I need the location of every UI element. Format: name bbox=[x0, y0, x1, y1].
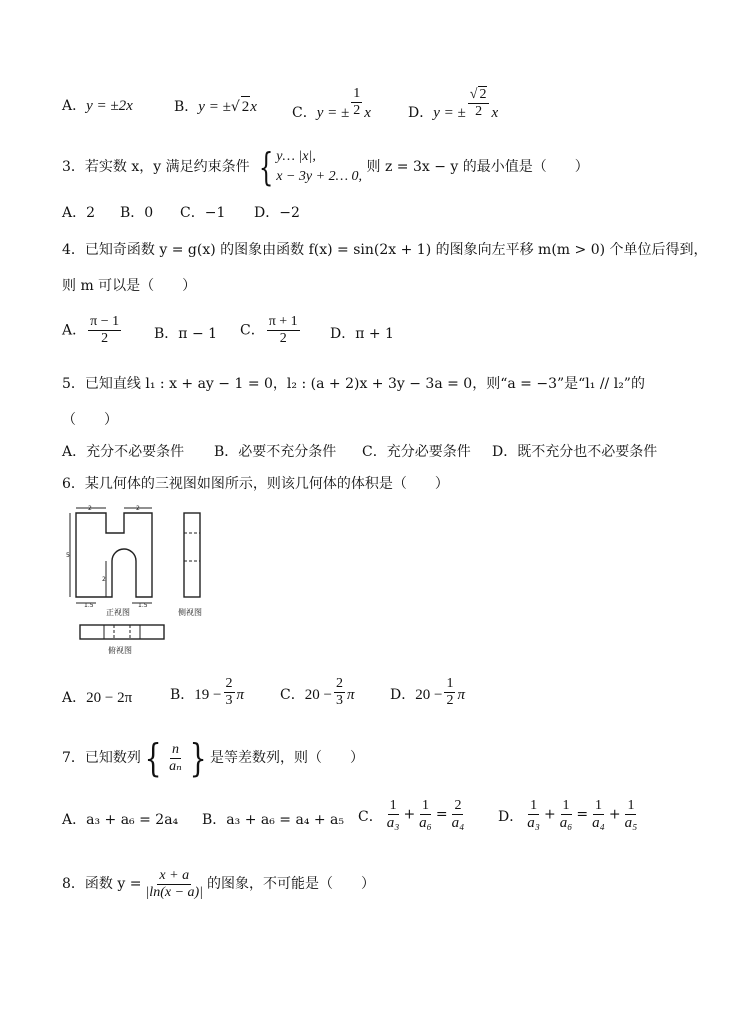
q3-stem: 3．若实数 x，y 满足约束条件 { y… |x|, x − 3y + 2… 0, 则 z = 3x − y 的最小值是（ ） bbox=[62, 145, 589, 189]
q6-option-c: C．20 − $\frac{2}{3}$ π bbox=[280, 676, 355, 708]
front-view-label: 正视图 bbox=[106, 608, 130, 617]
q4-option-d: D．π + 1 bbox=[330, 326, 394, 342]
q6-option-b: B．19 − $\frac{2}{3}$ π bbox=[170, 676, 245, 708]
q8-stem: 8．函数 y = $\frac{x + a}{|\ln(x - a)|}$ 的图象，不可能是（ ） bbox=[62, 867, 376, 900]
q5-option-d: D．既不充分也不必要条件 bbox=[492, 444, 658, 460]
q4-stem-line1: 4．已知奇函数 y = g(x) 的图象由函数 f(x) = sin(2x + 1) 的图象向左平移 m(m > 0) 个单位后得到， bbox=[62, 242, 708, 258]
top-view-label: 俯视图 bbox=[108, 646, 132, 655]
q3-option-d: D．−2 bbox=[254, 205, 300, 221]
q3-option-b: B．0 bbox=[120, 205, 154, 221]
q2-option-c: C．y = ± $\frac{1}{2}$ x bbox=[292, 86, 371, 121]
q7-option-b: B．a₃ + a₆ = a₄ + a₅ bbox=[202, 812, 345, 828]
side-view-label: 侧视图 bbox=[178, 608, 202, 617]
q5-option-b: B．必要不充分条件 bbox=[214, 444, 337, 460]
q5-stem-line2: （ ） bbox=[62, 412, 118, 428]
q3-option-a: A．2 bbox=[62, 205, 96, 221]
q2-option-d: D．y = ± $\frac{√ 2}{2}$ x bbox=[408, 87, 499, 121]
q4-option-a: A． $\frac{\pi - 1}{2}$ bbox=[62, 314, 120, 346]
dim-bottom-right: 1.5 bbox=[138, 602, 148, 609]
q5-option-a: A．充分不必要条件 bbox=[62, 444, 185, 460]
q7-option-c: C． $\frac{1}{\text{a₃}}$ + $\frac{1}{\text{a₆}}$ = $\frac{2}{\text{a₄}}$ bbox=[358, 798, 465, 831]
dim-top-right: 2 bbox=[136, 505, 140, 512]
q6-stem: 6．某几何体的三视图如图所示，则该几何体的体积是（ ） bbox=[62, 476, 449, 492]
q5-option-c: C．充分必要条件 bbox=[362, 444, 471, 460]
q4-option-c: C． $\frac{\pi + 1}{2}$ bbox=[240, 314, 298, 346]
q2-option-b: B．y = ±√ 2x bbox=[174, 96, 257, 117]
q4-stem-line2: 则 m 可以是（ ） bbox=[62, 278, 197, 294]
q3-option-c: C．−1 bbox=[180, 205, 226, 221]
q5-stem-line1: 5．已知直线 l₁ : x + ay − 1 = 0，l₂ : (a + 2)x + 3y − 3a = 0，则“a = −3”是“l₁ // l₂”的 bbox=[62, 376, 645, 392]
q2-option-a: A．y = ±2x bbox=[62, 98, 133, 114]
dim-height: 5 bbox=[66, 552, 70, 559]
dim-bottom-left: 1.5 bbox=[84, 602, 94, 609]
q6-option-a: A．20 − 2π bbox=[62, 690, 133, 706]
q4-option-b: B．π − 1 bbox=[154, 326, 218, 342]
q7-stem: 7．已知数列 { $\frac{n}{\text{aₙ}}$ } 是等差数列，则（ ） bbox=[62, 736, 364, 780]
three-view-figure bbox=[66, 505, 216, 663]
q6-option-d: D．20 − $\frac{1}{2}$ π bbox=[390, 676, 465, 708]
dim-top-left: 2 bbox=[88, 505, 92, 512]
dim-inner: 2 bbox=[102, 576, 106, 583]
q7-option-a: A．a₃ + a₆ = 2a₄ bbox=[62, 812, 179, 828]
q7-option-d: D． $\frac{1}{\text{a₃}}$ + $\frac{1}{\text{a₆}}$ = $\frac{1}{\text{a₄}}$ + $\frac{1}{\text{a₅}}$ bbox=[498, 798, 638, 831]
